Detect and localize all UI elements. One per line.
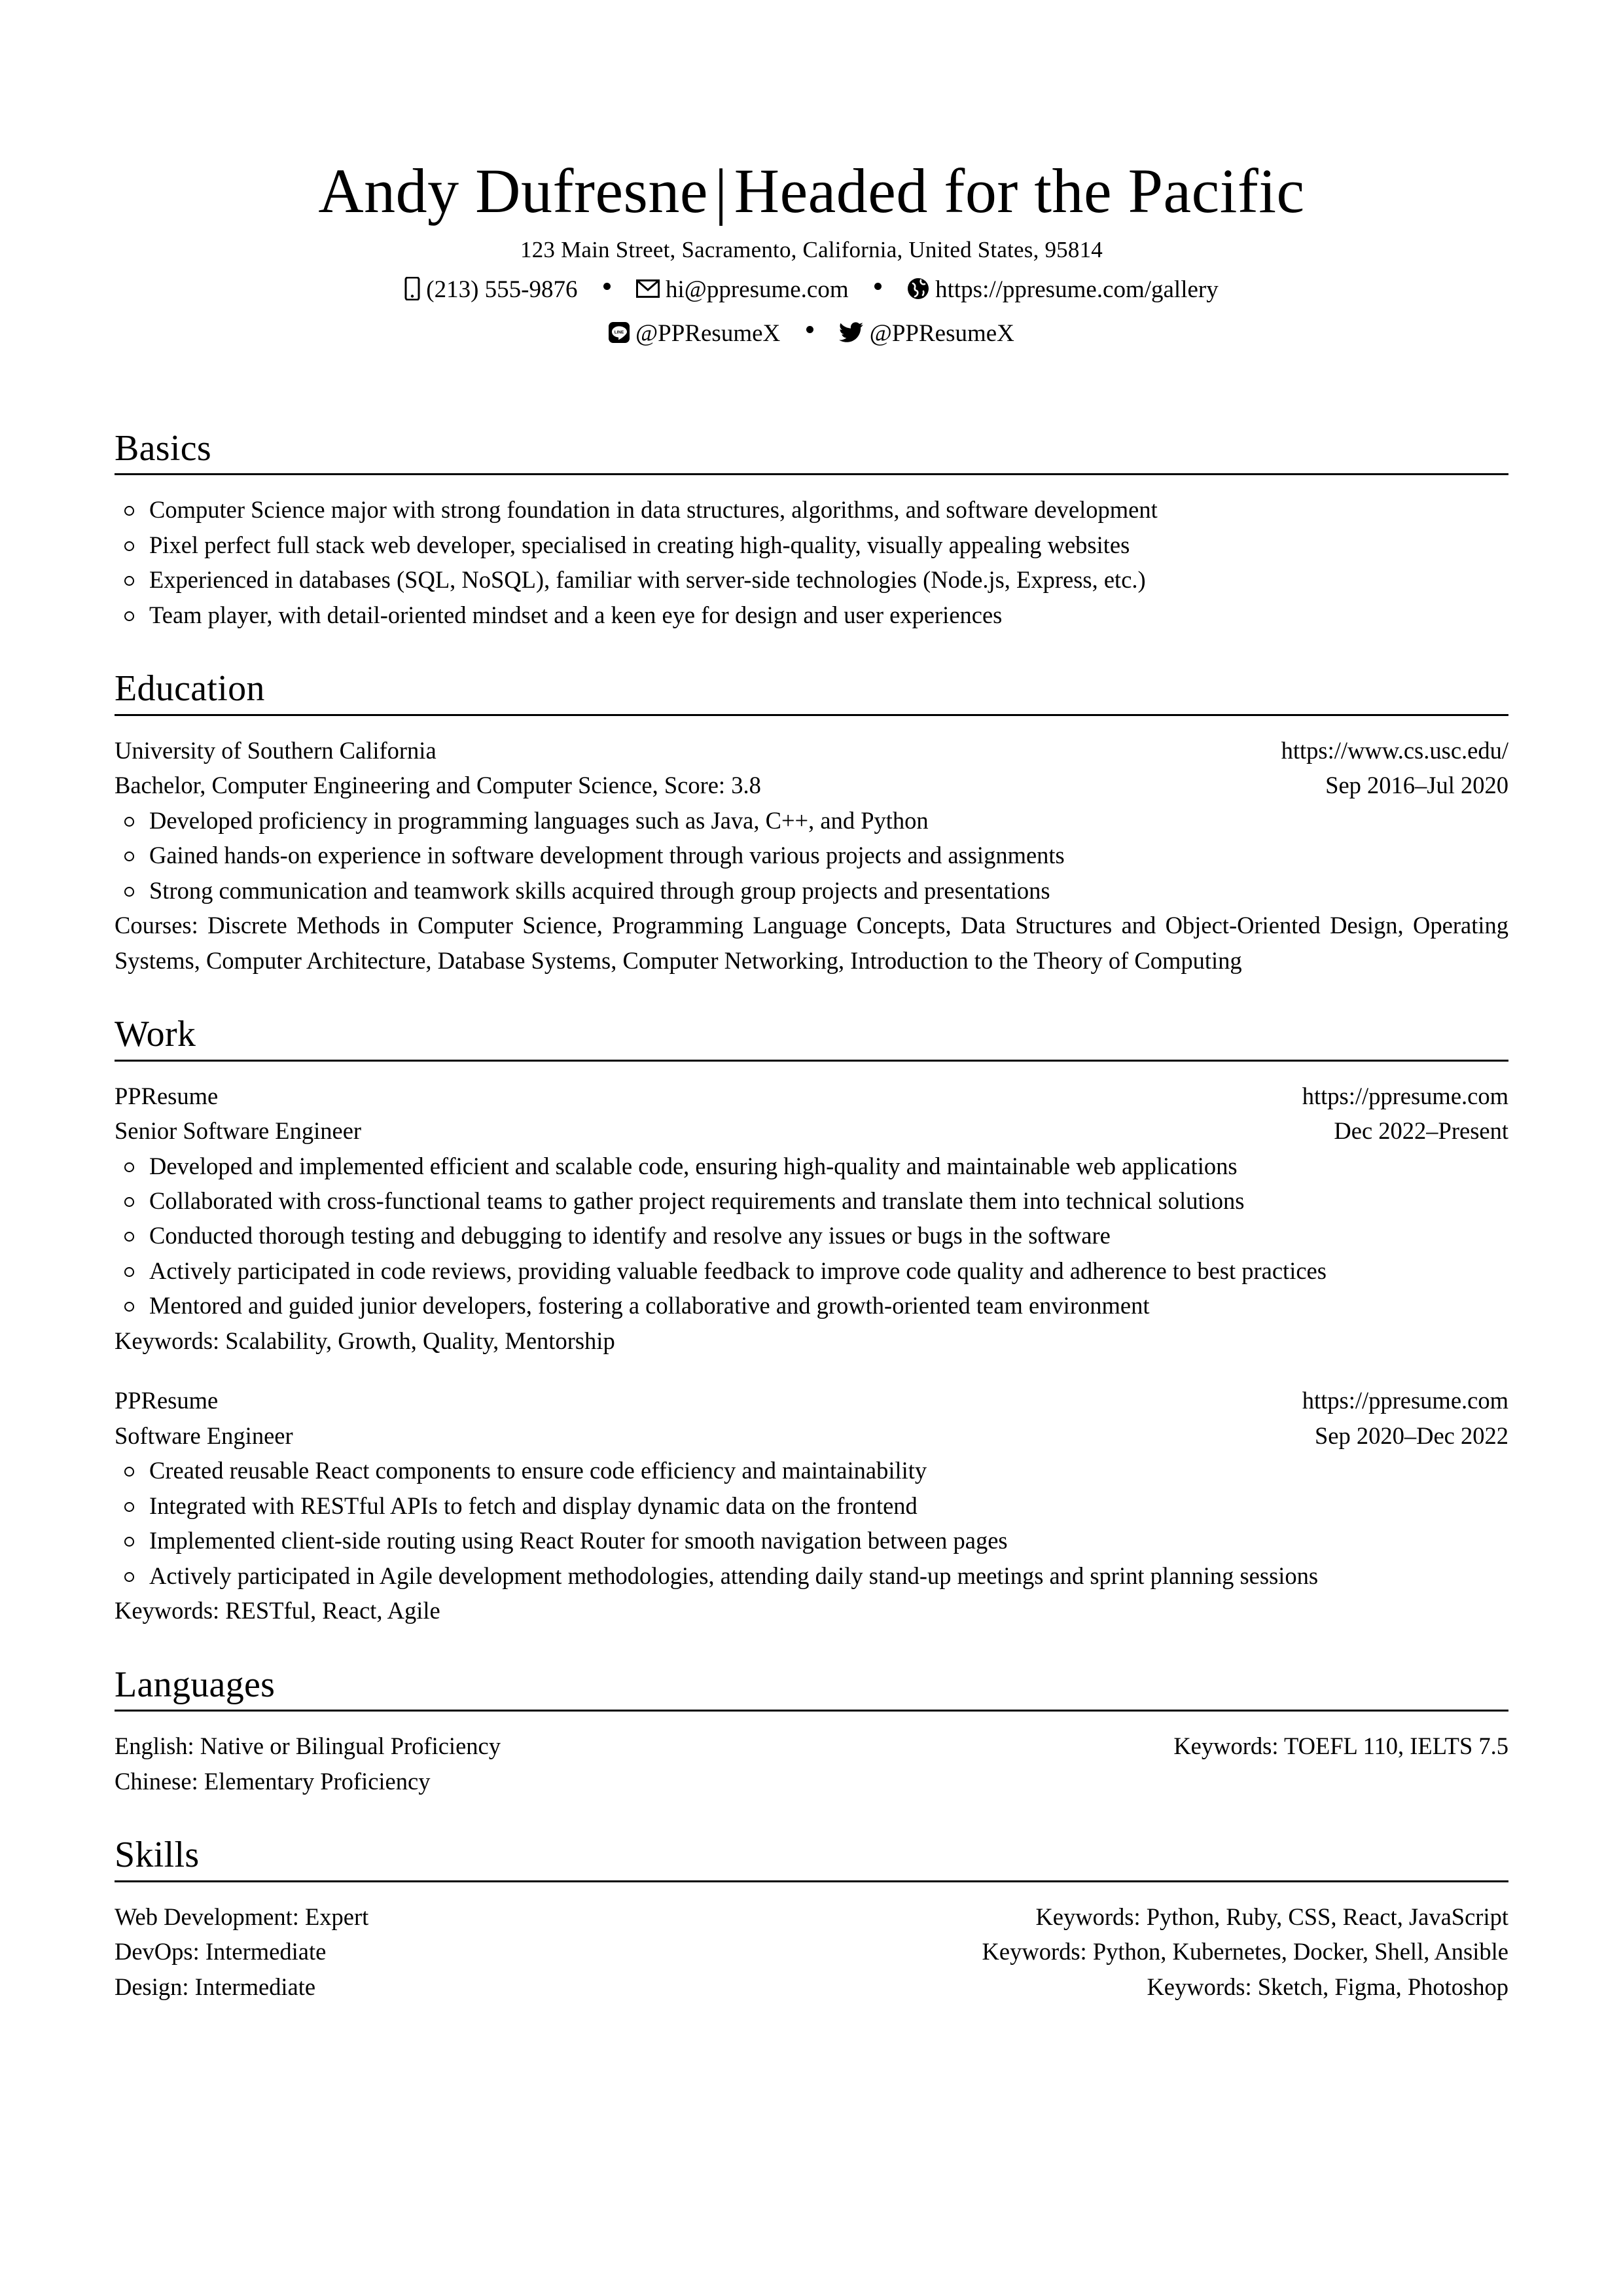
list-item: Developed proficiency in programming languages such as Java, C++, and Python [115, 803, 1508, 838]
section-title-education: Education [115, 668, 265, 709]
work-position-row [115, 1113, 1508, 1148]
company-name: PPResume [115, 1082, 219, 1109]
line-handle: @PPResumeX [635, 319, 781, 347]
education-entry [115, 733, 1508, 978]
language-name: Chinese: Elementary Proficiency [115, 1767, 431, 1795]
spacer [115, 978, 1508, 1014]
contact-line-messenger[interactable] [609, 317, 780, 350]
list-item: Integrated with RESTful APIs to fetch and display dynamic data on the frontend [115, 1488, 1508, 1523]
spacer [115, 1799, 1508, 1835]
list-item: Experienced in databases (SQL, NoSQL), familiar with server-side technologies (Node.js, Express, etc.) [115, 562, 1508, 597]
institution-name: University of Southern California [115, 736, 437, 764]
list-item: Gained hands-on experience in software development through various projects and assignments [115, 838, 1508, 872]
education-dates: Sep 2016–Jul 2020 [1325, 772, 1508, 799]
job-title: Senior Software Engineer [115, 1117, 362, 1145]
svg-text:LINE: LINE [614, 330, 624, 335]
twitter-handle: @PPResumeX [869, 319, 1014, 347]
twitter-icon [839, 322, 864, 343]
job-title: Software Engineer [115, 1422, 293, 1449]
section-work [115, 1014, 1508, 1628]
skill-keywords: Keywords: Python, Kubernetes, Docker, Shell, Ansible [982, 1938, 1508, 1965]
list-item: Conducted thorough testing and debugging to identify and resolve any issues or bugs in the software [115, 1218, 1508, 1253]
phone-number: (213) 555-9876 [426, 276, 578, 304]
language-name: English: Native or Bilingual Proficiency [115, 1732, 501, 1760]
globe-icon [907, 278, 929, 300]
work-company-row [115, 1383, 1508, 1418]
skill-name: DevOps: Intermediate [115, 1938, 327, 1965]
contact-line-primary [115, 272, 1508, 306]
list-item: Actively participated in code reviews, providing valuable feedback to improve code quality and adherence to best practices [115, 1253, 1508, 1288]
list-item: Computer Science major with strong foundation in data structures, algorithms, and software development [115, 492, 1508, 527]
spacer [115, 350, 1508, 429]
work-bullet-list [115, 1453, 1508, 1593]
list-item: Strong communication and teamwork skills acquired through group projects and presentations [115, 873, 1508, 908]
list-item: Team player, with detail-oriented mindset and a keen eye for design and user experiences [115, 598, 1508, 632]
website-url: https://ppresume.com/gallery [935, 276, 1219, 304]
education-degree-row [115, 768, 1508, 802]
contact-separator-dot [806, 326, 813, 333]
work-dates: Dec 2022–Present [1334, 1117, 1508, 1145]
company-url[interactable]: https://ppresume.com [1302, 1082, 1508, 1109]
resume-header [115, 0, 1508, 350]
language-row [115, 1764, 1508, 1799]
language-row [115, 1729, 1508, 1763]
list-item: Mentored and guided junior developers, fostering a collaborative and growth-oriented team environment [115, 1288, 1508, 1323]
candidate-name: Andy Dufresne [318, 156, 709, 226]
section-divider [115, 1880, 1508, 1882]
section-basics [115, 429, 1508, 632]
list-item: Created reusable React components to ensure code efficiency and maintainability [115, 1453, 1508, 1488]
section-divider [115, 1710, 1508, 1712]
contact-twitter[interactable] [839, 317, 1014, 350]
company-name: PPResume [115, 1387, 219, 1414]
basics-bullet-list [115, 492, 1508, 632]
candidate-headline: Headed for the Pacific [734, 156, 1305, 226]
list-item: Collaborated with cross-functional teams to gather project requirements and translate them into technical solutions [115, 1183, 1508, 1218]
work-position-row [115, 1418, 1508, 1453]
title-separator: | [715, 156, 728, 226]
skill-name: Web Development: Expert [115, 1903, 369, 1930]
contact-separator-dot [603, 283, 611, 290]
spacer [115, 1628, 1508, 1665]
language-keywords: Keywords: TOEFL 110, IELTS 7.5 [1173, 1732, 1508, 1760]
contact-website[interactable] [907, 274, 1219, 306]
work-entry [115, 1383, 1508, 1628]
contact-phone[interactable] [404, 274, 577, 306]
section-title-basics: Basics [115, 427, 212, 469]
section-divider [115, 1060, 1508, 1062]
contact-email[interactable] [636, 274, 849, 306]
work-keywords: Keywords: Scalability, Growth, Quality, Mentorship [115, 1327, 615, 1354]
spacer [115, 632, 1508, 669]
section-education [115, 669, 1508, 978]
education-bullet-list [115, 803, 1508, 908]
work-dates: Sep 2020–Dec 2022 [1314, 1422, 1508, 1449]
work-bullet-list [115, 1149, 1508, 1323]
work-keywords: Keywords: RESTful, React, Agile [115, 1597, 440, 1624]
skill-row [115, 1969, 1508, 2004]
section-title-languages: Languages [115, 1664, 276, 1705]
section-divider [115, 473, 1508, 475]
institution-url[interactable]: https://www.cs.usc.edu/ [1281, 736, 1508, 764]
skill-keywords: Keywords: Python, Ruby, CSS, React, JavaScript [1035, 1903, 1508, 1930]
line-messenger-icon [609, 322, 630, 343]
list-item: Actively participated in Agile development methodologies, attending daily stand-up meetings and sprint planning sessions [115, 1558, 1508, 1593]
list-item: Pixel perfect full stack web developer, specialised in creating high-quality, visually appealing websites [115, 528, 1508, 562]
phone-icon [404, 277, 420, 300]
address-line: 123 Main Street, Sacramento, California, United States, 95814 [520, 236, 1103, 262]
skill-row [115, 1899, 1508, 1934]
envelope-icon [636, 279, 660, 298]
page-title [115, 157, 1508, 225]
list-item: Implemented client-side routing using React Router for smooth navigation between pages [115, 1523, 1508, 1558]
skill-name: Design: Intermediate [115, 1973, 316, 2000]
company-url[interactable]: https://ppresume.com [1302, 1387, 1508, 1414]
list-item: Developed and implemented efficient and scalable code, ensuring high-quality and maintainable web applications [115, 1149, 1508, 1183]
skill-row [115, 1934, 1508, 1969]
section-skills [115, 1835, 1508, 2004]
section-title-work: Work [115, 1013, 196, 1054]
section-title-skills: Skills [115, 1835, 200, 1876]
skill-keywords: Keywords: Sketch, Figma, Photoshop [1147, 1973, 1508, 2000]
education-institution-row [115, 733, 1508, 768]
email-address: hi@ppresume.com [665, 276, 849, 304]
degree-text: Bachelor, Computer Engineering and Computer Science, Score: 3.8 [115, 772, 761, 799]
section-languages [115, 1665, 1508, 1799]
contact-separator-dot [874, 283, 882, 290]
work-entry [115, 1079, 1508, 1359]
education-courses: Courses: Discrete Methods in Computer Science, Programming Language Concepts, Data Structures and Object-Oriented Design, Operating Systems, Computer Architecture, Database Systems, Computer Networking, Introduction to the Theory of Computing [115, 912, 1508, 974]
section-divider [115, 714, 1508, 716]
work-company-row [115, 1079, 1508, 1113]
contact-line-secondary [115, 315, 1508, 350]
